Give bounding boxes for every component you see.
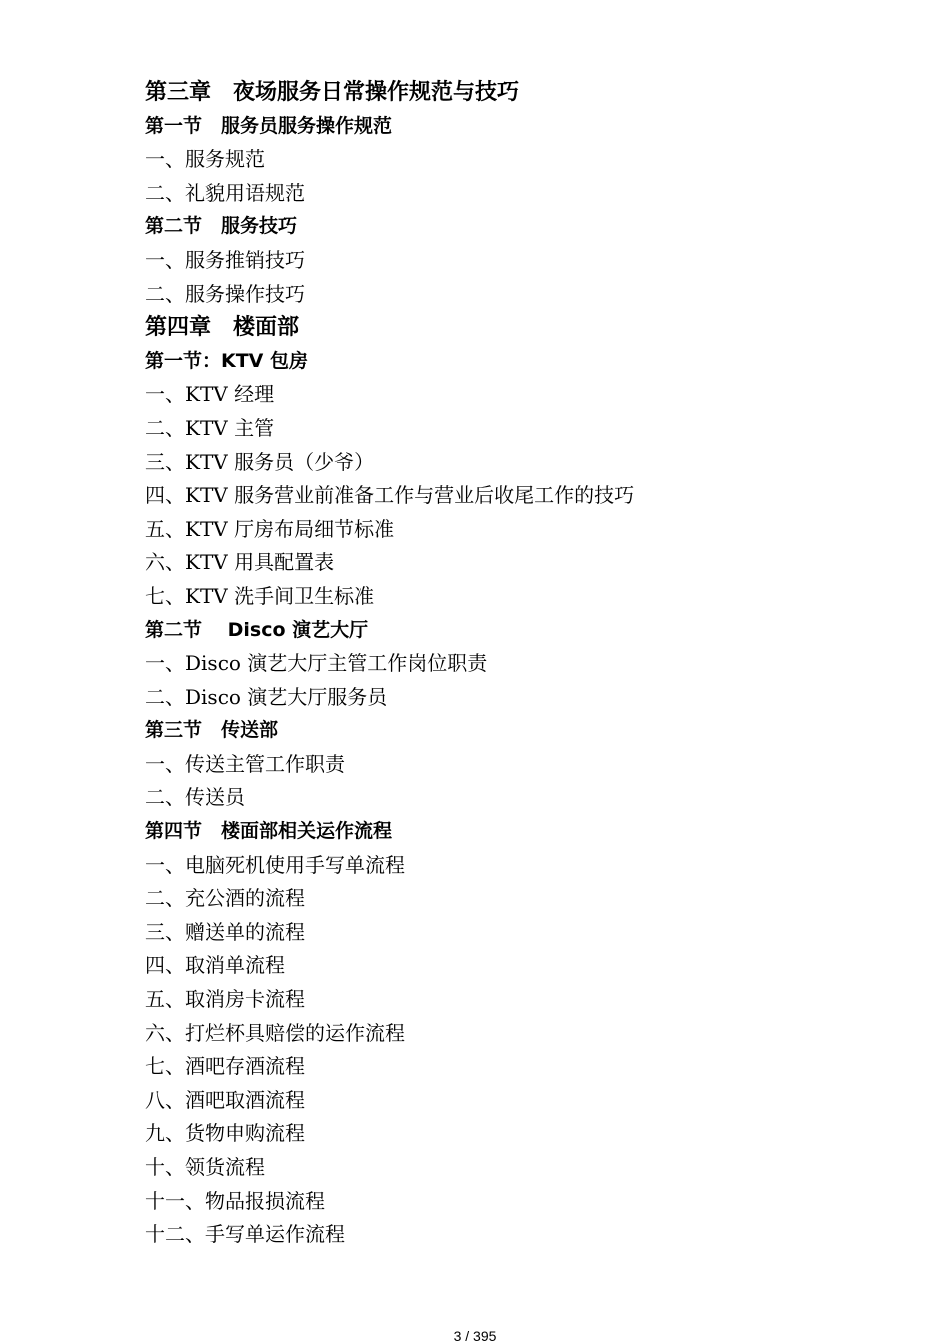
list-item: 四、取消单流程	[145, 953, 285, 978]
list-item: 二、传送员	[145, 785, 245, 810]
page-number: 3 / 395	[453, 1328, 497, 1344]
section-heading: 第四节 楼面部相关运作流程	[145, 820, 393, 843]
list-item: 六、打烂杯具赔偿的运作流程	[145, 1020, 405, 1045]
chapter-heading: 第四章 楼面部	[145, 315, 300, 341]
list-item: 七、酒吧存酒流程	[145, 1054, 305, 1079]
list-item: 二、Disco 演艺大厅服务员	[145, 684, 388, 709]
list-item: 五、KTV 厅房布局细节标准	[145, 516, 395, 541]
list-item: 八、酒吧取酒流程	[145, 1087, 305, 1112]
list-item: 七、KTV 洗手间卫生标准	[145, 583, 375, 608]
list-item: 十二、手写单运作流程	[145, 1222, 345, 1247]
section-heading: 第二节 服务技巧	[145, 215, 298, 238]
list-item: 一、传送主管工作职责	[145, 751, 345, 776]
section-heading: 第二节 Disco 演艺大厅	[145, 618, 369, 641]
list-item: 一、服务规范	[145, 147, 265, 172]
section-heading: 第一节：KTV 包房	[145, 349, 309, 372]
list-item: 十一、物品报损流程	[145, 1188, 325, 1213]
section-heading: 第三节 传送部	[145, 719, 279, 742]
list-item: 一、电脑死机使用手写单流程	[145, 852, 405, 877]
list-item: 一、服务推销技巧	[145, 247, 305, 272]
list-item: 一、KTV 经理	[145, 382, 275, 407]
section-heading: 第一节 服务员服务操作规范	[145, 114, 393, 137]
list-item: 九、货物申购流程	[145, 1121, 305, 1146]
list-item: 二、充公酒的流程	[145, 886, 305, 911]
table-of-contents	[145, 76, 905, 1252]
chapter-heading: 第三章 夜场服务日常操作规范与技巧	[145, 80, 520, 105]
list-item: 二、KTV 主管	[145, 415, 275, 440]
list-item: 四、KTV 服务营业前准备工作与营业后收尾工作的技巧	[145, 483, 635, 508]
list-item: 十、领货流程	[145, 1155, 265, 1179]
list-item: 二、服务操作技巧	[145, 281, 305, 306]
list-item: 三、赠送单的流程	[145, 919, 305, 944]
list-item: 六、KTV 用具配置表	[145, 550, 335, 575]
list-item: 三、KTV 服务员（少爷）	[145, 449, 375, 474]
list-item: 五、取消房卡流程	[145, 987, 305, 1012]
list-item: 二、礼貌用语规范	[145, 180, 305, 205]
list-item: 一、Disco 演艺大厅主管工作岗位职责	[145, 651, 488, 676]
